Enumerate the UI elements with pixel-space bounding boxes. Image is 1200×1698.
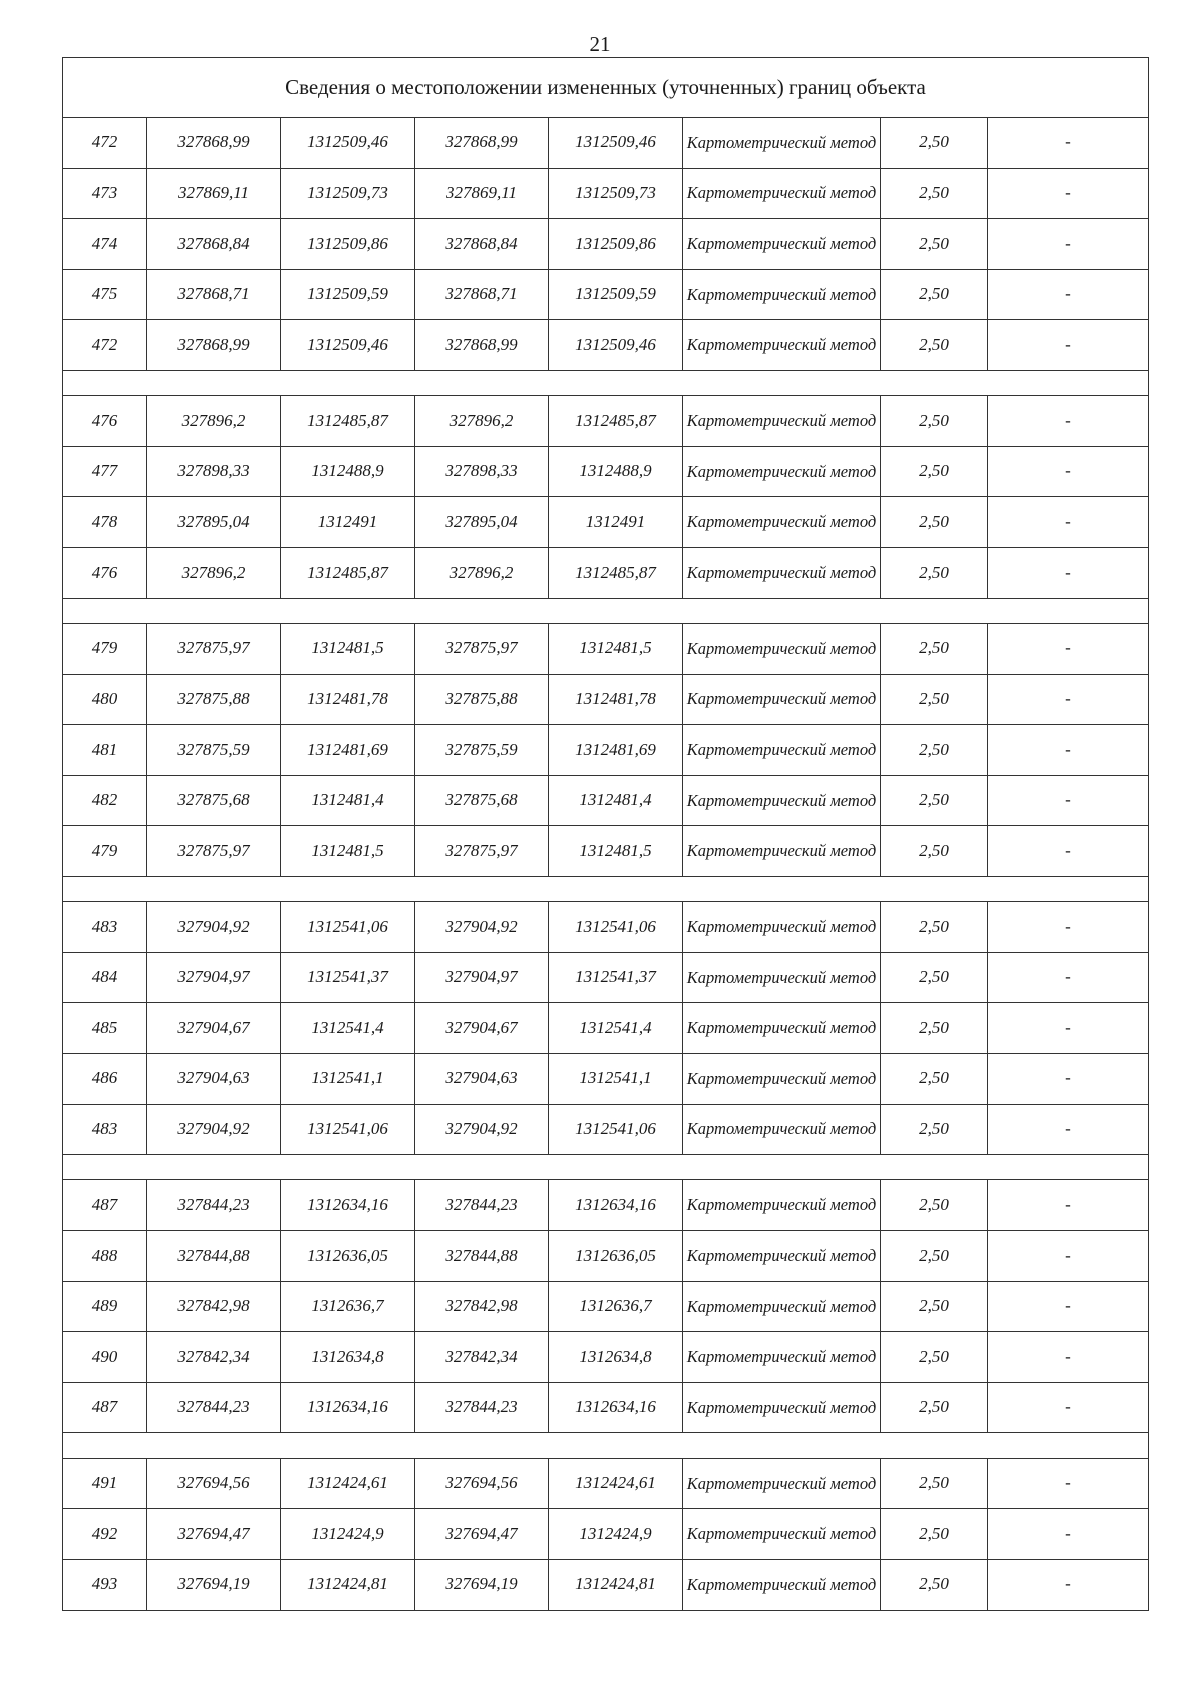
cell-method: Картометрический метод	[683, 775, 881, 826]
cell-description: -	[988, 1003, 1149, 1054]
cell-y-new: 1312424,61	[549, 1458, 683, 1509]
cell-y-new: 1312481,5	[549, 826, 683, 877]
cell-y-existing: 1312509,59	[281, 269, 415, 320]
cell-x-new: 327868,71	[415, 269, 549, 320]
group-separator-cell	[63, 370, 1149, 395]
cell-precision: 2,50	[881, 1231, 988, 1282]
cell-point-number: 493	[63, 1559, 147, 1610]
cell-x-existing: 327694,56	[147, 1458, 281, 1509]
cell-y-existing: 1312541,1	[281, 1053, 415, 1104]
cell-y-new: 1312541,06	[549, 902, 683, 953]
cell-precision: 2,50	[881, 446, 988, 497]
cell-y-new: 1312509,59	[549, 269, 683, 320]
cell-y-new: 1312491	[549, 497, 683, 548]
cell-y-existing: 1312481,69	[281, 725, 415, 776]
cell-x-existing: 327898,33	[147, 446, 281, 497]
cell-y-new: 1312634,16	[549, 1180, 683, 1231]
cell-x-existing: 327904,92	[147, 1104, 281, 1155]
cell-precision: 2,50	[881, 725, 988, 776]
cell-y-existing: 1312634,8	[281, 1332, 415, 1383]
cell-x-existing: 327842,34	[147, 1332, 281, 1383]
table-row	[63, 775, 1149, 826]
cell-x-new: 327904,92	[415, 1104, 549, 1155]
cell-description: -	[988, 1053, 1149, 1104]
cell-y-new: 1312541,06	[549, 1104, 683, 1155]
cell-description: -	[988, 168, 1149, 219]
cell-method: Картометрический метод	[683, 1559, 881, 1610]
cell-point-number: 486	[63, 1053, 147, 1104]
group-separator-row	[63, 876, 1149, 901]
table-row	[63, 725, 1149, 776]
cell-x-new: 327896,2	[415, 396, 549, 447]
cell-y-new: 1312636,05	[549, 1231, 683, 1282]
cell-precision: 2,50	[881, 902, 988, 953]
cell-y-existing: 1312636,05	[281, 1231, 415, 1282]
cell-x-existing: 327875,97	[147, 826, 281, 877]
cell-y-new: 1312488,9	[549, 446, 683, 497]
cell-x-existing: 327896,2	[147, 548, 281, 599]
cell-precision: 2,50	[881, 1281, 988, 1332]
cell-x-new: 327844,23	[415, 1382, 549, 1433]
cell-point-number: 490	[63, 1332, 147, 1383]
cell-x-new: 327904,67	[415, 1003, 549, 1054]
cell-precision: 2,50	[881, 1180, 988, 1231]
cell-y-existing: 1312491	[281, 497, 415, 548]
cell-y-new: 1312509,86	[549, 219, 683, 270]
cell-point-number: 480	[63, 674, 147, 725]
cell-point-number: 482	[63, 775, 147, 826]
cell-x-existing: 327895,04	[147, 497, 281, 548]
cell-method: Картометрический метод	[683, 952, 881, 1003]
cell-method: Картометрический метод	[683, 1332, 881, 1383]
cell-point-number: 472	[63, 118, 147, 169]
cell-x-existing: 327875,88	[147, 674, 281, 725]
cell-method: Картометрический метод	[683, 396, 881, 447]
cell-description: -	[988, 446, 1149, 497]
cell-y-existing: 1312509,86	[281, 219, 415, 270]
cell-y-existing: 1312541,06	[281, 1104, 415, 1155]
cell-point-number: 488	[63, 1231, 147, 1282]
cell-x-new: 327875,97	[415, 826, 549, 877]
cell-point-number: 477	[63, 446, 147, 497]
cell-x-existing: 327896,2	[147, 396, 281, 447]
cell-description: -	[988, 1382, 1149, 1433]
cell-point-number: 485	[63, 1003, 147, 1054]
cell-precision: 2,50	[881, 168, 988, 219]
table-row	[63, 118, 1149, 169]
cell-method: Картометрический метод	[683, 1104, 881, 1155]
cell-point-number: 492	[63, 1509, 147, 1560]
cell-precision: 2,50	[881, 497, 988, 548]
cell-description: -	[988, 118, 1149, 169]
cell-y-new: 1312634,8	[549, 1332, 683, 1383]
cell-precision: 2,50	[881, 674, 988, 725]
table-row	[63, 1509, 1149, 1560]
table-row	[63, 396, 1149, 447]
cell-precision: 2,50	[881, 1332, 988, 1383]
cell-y-existing: 1312424,9	[281, 1509, 415, 1560]
cell-y-new: 1312481,4	[549, 775, 683, 826]
cell-y-new: 1312509,46	[549, 118, 683, 169]
cell-x-existing: 327904,92	[147, 902, 281, 953]
cell-precision: 2,50	[881, 1458, 988, 1509]
cell-x-new: 327842,34	[415, 1332, 549, 1383]
group-separator-cell	[63, 876, 1149, 901]
cell-y-existing: 1312481,5	[281, 623, 415, 674]
table-row	[63, 902, 1149, 953]
cell-description: -	[988, 1231, 1149, 1282]
cell-description: -	[988, 623, 1149, 674]
cell-point-number: 479	[63, 826, 147, 877]
cell-method: Картометрический метод	[683, 446, 881, 497]
table-title: Сведения о местоположении измененных (уточненных) границ объекта	[63, 58, 1149, 118]
cell-y-existing: 1312481,4	[281, 775, 415, 826]
cell-y-existing: 1312509,73	[281, 168, 415, 219]
cell-x-existing: 327694,47	[147, 1509, 281, 1560]
cell-method: Картометрический метод	[683, 168, 881, 219]
cell-method: Картометрический метод	[683, 118, 881, 169]
cell-y-new: 1312634,16	[549, 1382, 683, 1433]
cell-y-new: 1312481,78	[549, 674, 683, 725]
group-separator-row	[63, 598, 1149, 623]
cell-method: Картометрический метод	[683, 1180, 881, 1231]
cell-precision: 2,50	[881, 320, 988, 371]
cell-x-existing: 327875,59	[147, 725, 281, 776]
cell-y-existing: 1312541,06	[281, 902, 415, 953]
cell-y-existing: 1312488,9	[281, 446, 415, 497]
cell-x-existing: 327875,97	[147, 623, 281, 674]
cell-method: Картометрический метод	[683, 1509, 881, 1560]
table-row	[63, 1053, 1149, 1104]
cell-point-number: 473	[63, 168, 147, 219]
cell-y-existing: 1312481,5	[281, 826, 415, 877]
cell-point-number: 472	[63, 320, 147, 371]
cell-y-new: 1312424,81	[549, 1559, 683, 1610]
cell-precision: 2,50	[881, 1382, 988, 1433]
cell-precision: 2,50	[881, 775, 988, 826]
cell-x-existing: 327868,99	[147, 320, 281, 371]
cell-x-existing: 327844,23	[147, 1180, 281, 1231]
cell-precision: 2,50	[881, 826, 988, 877]
table-row	[63, 1559, 1149, 1610]
cell-precision: 2,50	[881, 623, 988, 674]
cell-x-new: 327844,88	[415, 1231, 549, 1282]
cell-point-number: 483	[63, 1104, 147, 1155]
cell-y-existing: 1312541,37	[281, 952, 415, 1003]
table-row	[63, 1003, 1149, 1054]
cell-precision: 2,50	[881, 269, 988, 320]
group-separator-row	[63, 1433, 1149, 1458]
cell-description: -	[988, 674, 1149, 725]
cell-y-existing: 1312634,16	[281, 1180, 415, 1231]
cell-y-existing: 1312424,61	[281, 1458, 415, 1509]
cell-description: -	[988, 902, 1149, 953]
cell-y-new: 1312424,9	[549, 1509, 683, 1560]
cell-y-new: 1312541,1	[549, 1053, 683, 1104]
boundary-coordinates-table	[62, 57, 1149, 1611]
cell-point-number: 491	[63, 1458, 147, 1509]
cell-x-new: 327895,04	[415, 497, 549, 548]
cell-y-new: 1312541,37	[549, 952, 683, 1003]
cell-y-new: 1312509,46	[549, 320, 683, 371]
cell-x-existing: 327694,19	[147, 1559, 281, 1610]
cell-y-new: 1312485,87	[549, 548, 683, 599]
group-separator-cell	[63, 1155, 1149, 1180]
table-row	[63, 623, 1149, 674]
cell-x-new: 327875,68	[415, 775, 549, 826]
cell-method: Картометрический метод	[683, 1053, 881, 1104]
cell-y-existing: 1312485,87	[281, 396, 415, 447]
cell-y-existing: 1312509,46	[281, 118, 415, 169]
cell-y-existing: 1312485,87	[281, 548, 415, 599]
cell-y-new: 1312481,5	[549, 623, 683, 674]
cell-point-number: 478	[63, 497, 147, 548]
boundary-table-container	[62, 57, 1148, 1611]
cell-y-new: 1312541,4	[549, 1003, 683, 1054]
cell-x-new: 327842,98	[415, 1281, 549, 1332]
cell-method: Картометрический метод	[683, 1003, 881, 1054]
cell-method: Картометрический метод	[683, 623, 881, 674]
cell-x-existing: 327844,23	[147, 1382, 281, 1433]
cell-precision: 2,50	[881, 1509, 988, 1560]
cell-point-number: 487	[63, 1382, 147, 1433]
cell-x-new: 327904,63	[415, 1053, 549, 1104]
cell-x-new: 327694,47	[415, 1509, 549, 1560]
cell-y-existing: 1312481,78	[281, 674, 415, 725]
cell-method: Картометрический метод	[683, 826, 881, 877]
cell-x-new: 327868,99	[415, 118, 549, 169]
cell-y-new: 1312481,69	[549, 725, 683, 776]
table-row	[63, 952, 1149, 1003]
table-row	[63, 1231, 1149, 1282]
cell-description: -	[988, 1104, 1149, 1155]
cell-method: Картометрический метод	[683, 902, 881, 953]
cell-y-existing: 1312424,81	[281, 1559, 415, 1610]
cell-description: -	[988, 1559, 1149, 1610]
cell-x-existing: 327904,67	[147, 1003, 281, 1054]
cell-method: Картометрический метод	[683, 548, 881, 599]
cell-description: -	[988, 775, 1149, 826]
cell-y-new: 1312485,87	[549, 396, 683, 447]
table-row	[63, 826, 1149, 877]
cell-method: Картометрический метод	[683, 219, 881, 270]
cell-description: -	[988, 1332, 1149, 1383]
cell-y-existing: 1312541,4	[281, 1003, 415, 1054]
cell-x-existing: 327842,98	[147, 1281, 281, 1332]
cell-description: -	[988, 725, 1149, 776]
cell-y-new: 1312509,73	[549, 168, 683, 219]
table-row	[63, 1458, 1149, 1509]
cell-precision: 2,50	[881, 1053, 988, 1104]
table-row	[63, 1281, 1149, 1332]
table-row	[63, 1332, 1149, 1383]
table-row	[63, 548, 1149, 599]
page-number: 21	[589, 32, 611, 56]
cell-precision: 2,50	[881, 396, 988, 447]
cell-point-number: 475	[63, 269, 147, 320]
cell-x-new: 327868,99	[415, 320, 549, 371]
cell-y-existing: 1312636,7	[281, 1281, 415, 1332]
group-separator-cell	[63, 598, 1149, 623]
cell-method: Картометрический метод	[683, 1458, 881, 1509]
table-row	[63, 219, 1149, 270]
cell-y-new: 1312636,7	[549, 1281, 683, 1332]
table-body	[63, 58, 1149, 1611]
cell-x-new: 327875,59	[415, 725, 549, 776]
cell-description: -	[988, 497, 1149, 548]
cell-method: Картометрический метод	[683, 1382, 881, 1433]
group-separator-row	[63, 370, 1149, 395]
cell-point-number: 476	[63, 396, 147, 447]
group-separator-row	[63, 1155, 1149, 1180]
cell-x-existing: 327904,63	[147, 1053, 281, 1104]
cell-point-number: 487	[63, 1180, 147, 1231]
cell-point-number: 479	[63, 623, 147, 674]
cell-description: -	[988, 396, 1149, 447]
table-row	[63, 269, 1149, 320]
cell-precision: 2,50	[881, 548, 988, 599]
table-row	[63, 168, 1149, 219]
cell-x-new: 327694,19	[415, 1559, 549, 1610]
cell-x-existing: 327868,71	[147, 269, 281, 320]
cell-x-new: 327694,56	[415, 1458, 549, 1509]
cell-precision: 2,50	[881, 1003, 988, 1054]
cell-point-number: 474	[63, 219, 147, 270]
cell-precision: 2,50	[881, 1559, 988, 1610]
cell-point-number: 476	[63, 548, 147, 599]
table-row	[63, 497, 1149, 548]
cell-x-new: 327898,33	[415, 446, 549, 497]
table-title-row	[63, 58, 1149, 118]
cell-x-new: 327904,92	[415, 902, 549, 953]
cell-method: Картометрический метод	[683, 320, 881, 371]
cell-precision: 2,50	[881, 1104, 988, 1155]
cell-x-new: 327868,84	[415, 219, 549, 270]
cell-x-existing: 327868,84	[147, 219, 281, 270]
table-row	[63, 1180, 1149, 1231]
cell-description: -	[988, 269, 1149, 320]
table-row	[63, 674, 1149, 725]
cell-method: Картометрический метод	[683, 1281, 881, 1332]
table-row	[63, 1382, 1149, 1433]
cell-point-number: 483	[63, 902, 147, 953]
cell-description: -	[988, 548, 1149, 599]
group-separator-cell	[63, 1433, 1149, 1458]
cell-description: -	[988, 826, 1149, 877]
cell-description: -	[988, 1281, 1149, 1332]
cell-x-new: 327896,2	[415, 548, 549, 599]
cell-x-new: 327844,23	[415, 1180, 549, 1231]
cell-point-number: 489	[63, 1281, 147, 1332]
cell-x-existing: 327868,99	[147, 118, 281, 169]
cell-description: -	[988, 1180, 1149, 1231]
cell-x-existing: 327904,97	[147, 952, 281, 1003]
cell-method: Картометрический метод	[683, 674, 881, 725]
cell-x-existing: 327875,68	[147, 775, 281, 826]
cell-method: Картометрический метод	[683, 497, 881, 548]
cell-description: -	[988, 320, 1149, 371]
cell-x-existing: 327869,11	[147, 168, 281, 219]
cell-method: Картометрический метод	[683, 1231, 881, 1282]
cell-y-existing: 1312634,16	[281, 1382, 415, 1433]
cell-y-existing: 1312509,46	[281, 320, 415, 371]
cell-x-new: 327875,88	[415, 674, 549, 725]
cell-precision: 2,50	[881, 118, 988, 169]
cell-description: -	[988, 1509, 1149, 1560]
cell-precision: 2,50	[881, 952, 988, 1003]
cell-x-new: 327869,11	[415, 168, 549, 219]
cell-point-number: 484	[63, 952, 147, 1003]
cell-x-new: 327875,97	[415, 623, 549, 674]
cell-method: Картометрический метод	[683, 725, 881, 776]
cell-precision: 2,50	[881, 219, 988, 270]
cell-point-number: 481	[63, 725, 147, 776]
cell-description: -	[988, 1458, 1149, 1509]
cell-description: -	[988, 952, 1149, 1003]
cell-x-new: 327904,97	[415, 952, 549, 1003]
cell-x-existing: 327844,88	[147, 1231, 281, 1282]
cell-description: -	[988, 219, 1149, 270]
table-row	[63, 1104, 1149, 1155]
cell-method: Картометрический метод	[683, 269, 881, 320]
table-row	[63, 446, 1149, 497]
table-row	[63, 320, 1149, 371]
